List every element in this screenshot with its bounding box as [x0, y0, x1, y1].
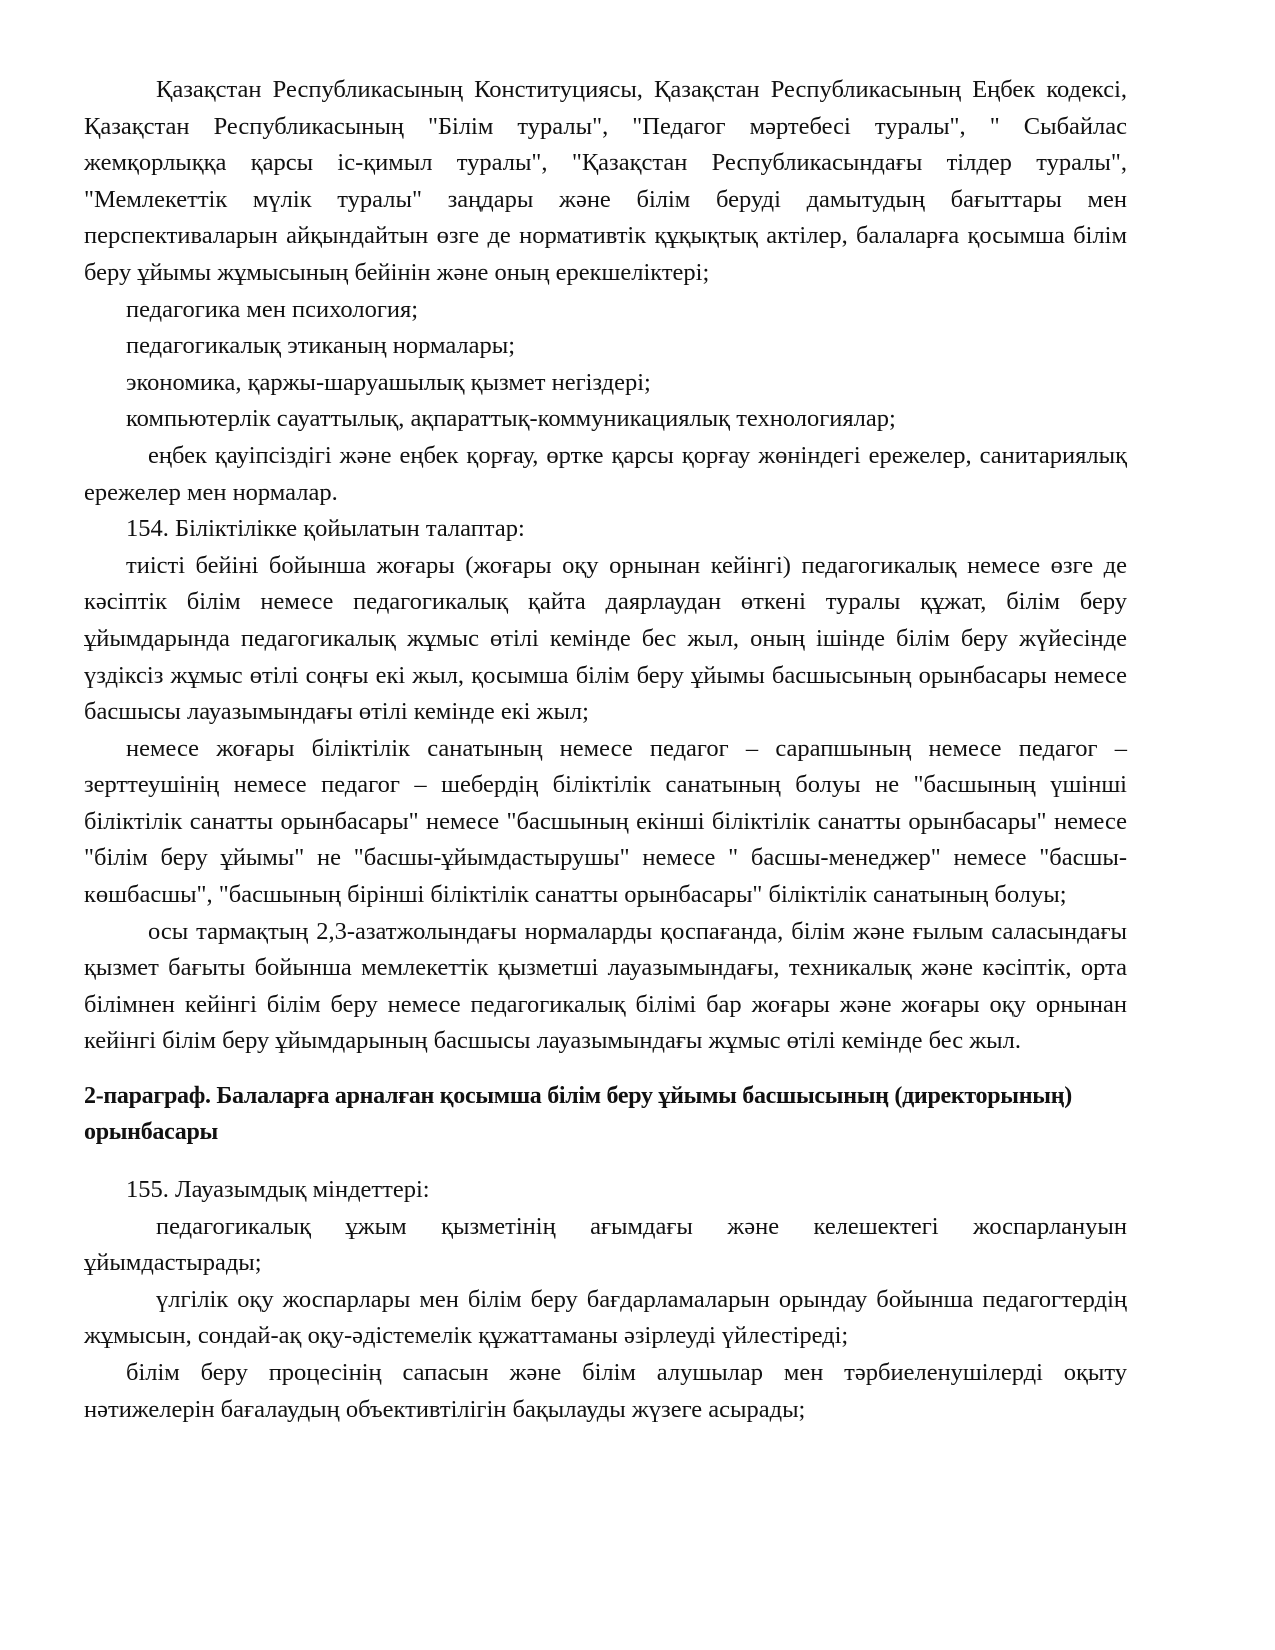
paragraph-planning: педагогикалық ұжым қызметінің ағымдағы және келешектегі жоспарлануын ұйымдастырады;	[84, 1212, 1127, 1277]
paragraph-qualification-category: немесе жоғары біліктілік санатының немесе педагог – сарапшының немесе педагог – зерттеушінің немесе педагог – шебердің біліктілік санатының болуы не "басшының үшінші біліктілік санатты орынбасары" немесе "басшының екінші біліктілік санатты орынбасары" немесе "білім беру ұйымы" не "басшы-ұйымдастырушы" немесе " басшы-менеджер" немесе "басшы-көшбасшы", "басшының бірінші біліктілік санатты орынбасары" біліктілік санатының болуы;	[84, 734, 1127, 909]
paragraph-safety-rules: еңбек қауіпсіздігі және еңбек қорғау, өртке қарсы қорғау жөніндегі ережелер, санитариялық ережелер мен нормалар.	[84, 441, 1127, 506]
paragraph-civil-service-experience: осы тармақтың 2,3-азатжолындағы нормаларды қоспағанда, білім және ғылым саласындағы қызмет бағыты бойынша мемлекеттік қызметші лауазымындағы, техникалық және кәсіптік, орта білімнен кейінгі білім беру немесе педагогикалық білімі бар жоғары және жоғары оқу орнынан кейінгі білім беру ұйымдарының басшысы лауазымындағы жұмыс өтілі кемінде бес жыл.	[84, 917, 1127, 1055]
paragraph-quality-control: білім беру процесінің сапасын және білім алушылар мен тәрбиеленушілерді оқыту нәтижелерін бағалаудың объективтілігін бақылауды жүзеге асырады;	[84, 1359, 1127, 1423]
paragraph-legal-acts: Қазақстан Республикасының Конституциясы, Қазақстан Республикасының Еңбек кодексі, Қазақстан Республикасының "Білім туралы", "Педагог мәртебесі туралы", " Сыбайлас жемқорлыққа қарсы іс-қимыл туралы", "Қазақстан Республикасындағы тілдер туралы", "Мемлекеттік мүлік туралы" заңдары және білім беруді дамытудың бағыттары мен перспективаларын айқындайтын өзге де нормативтік құқықтық актілер, балаларға қосымша білім беру ұйымы жұмысының бейінін және оның ерекшеліктері;	[84, 76, 1127, 286]
document-page	[84, 72, 1127, 1428]
paragraph-computer-literacy: компьютерлік сауаттылық, ақпараттық-коммуникациялық технологиялар;	[126, 405, 896, 433]
paragraph-ethics: педагогикалық этиканың нормалары;	[126, 332, 516, 360]
section-heading: 2-параграф. Балаларға арналған қосымша білім беру ұйымы басшысының (директорының) орынбасары	[84, 1083, 1072, 1146]
paragraph-curriculum-coordination: үлгілік оқу жоспарлары мен білім беру бағдарламаларын орындау бойынша педагогтердің жұмысын, сондай-ақ оқу-әдістемелік құжаттаманы әзірлеуді үйлестіреді;	[84, 1285, 1127, 1350]
clause-155-title: 155. Лауазымдық міндеттері:	[126, 1176, 430, 1204]
clause-154-title: 154. Біліктілікке қойылатын талаптар:	[126, 515, 525, 543]
paragraph-education-requirements: тиісті бейіні бойынша жоғары (жоғары оқу орнынан кейінгі) педагогикалық немесе өзге де кәсіптік білім немесе педагогикалық қайта даярлаудан өткені туралы құжат, білім беру ұйымдарында педагогикалық жұмыс өтілі кемінде бес жыл, оның ішінде білім беру жүйесінде үздіксіз жұмыс өтілі соңғы екі жыл, қосымша білім беру ұйымы басшысының орынбасары немесе басшысы лауазымындағы өтілі кемінде екі жыл;	[84, 551, 1127, 726]
paragraph-pedagogy: педагогика мен психология;	[126, 295, 419, 323]
paragraph-economics: экономика, қаржы-шаруашылық қызмет негіздері;	[126, 368, 651, 396]
